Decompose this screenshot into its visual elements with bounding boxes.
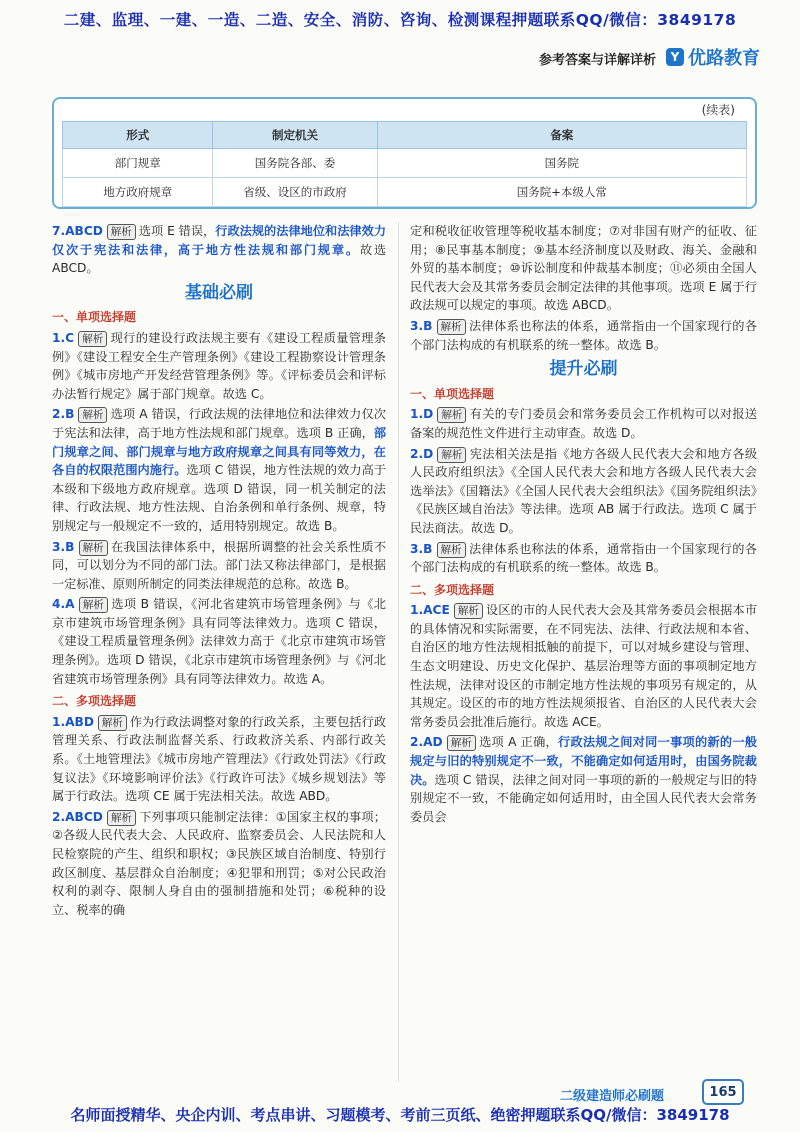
table-row [63, 149, 747, 178]
answer-text: 在我国法律体系中，根据所调整的社会关系性质不同，可以划分为不同的部门法。部门法又称法律部门，是根据一定标准、原则所制定的同类法律规范的总称。故选 B。 [52, 539, 387, 591]
highlight-text: 部门规章之间、部门规章与地方政府规章之间具有同等效力，在各自的权限范围内施行。 [52, 425, 386, 478]
analysis-tag: 解析 [78, 331, 107, 347]
answer-text: 选项 A 正确， [478, 735, 558, 750]
subsection-title: 一、单项选择题 [410, 386, 495, 401]
answer-number: 2.AD [410, 735, 443, 750]
subsection-title: 一、单项选择题 [52, 310, 137, 325]
page-header [539, 44, 760, 70]
table-header: 备案 [377, 122, 746, 149]
analysis-tag: 解析 [454, 603, 483, 619]
table-row [63, 178, 747, 207]
subsection-title: 二、多项选择题 [410, 582, 495, 597]
answer-item [52, 405, 386, 535]
answer-text: 有关的专门委员会和常务委员会工作机构可以对报送备案的规范性文件进行主动审查。故选 D。 [410, 407, 758, 440]
answer-number: 1.ABD [52, 714, 94, 729]
page-number: 165 [702, 1079, 744, 1105]
brand-logo [666, 44, 760, 70]
continued-label: (续表) [701, 103, 735, 117]
answer-text: 选项 C 错误，地方性法规的效力高于本级和下级地方政府规章。选项 D 错误，同一机关制定的法律、行政法规、地方性法规、自治条例和单行条例、规章，特别规定与一般规定不一致的，适用特别规定。故选 B。 [52, 463, 387, 533]
analysis-tag: 解析 [78, 407, 107, 423]
analysis-tag: 解析 [79, 597, 108, 613]
answer-item [410, 317, 757, 354]
left-column [52, 222, 386, 921]
highlight-text: 行政法规的法律地位和法律效力仅次于宪法和法律，高于地方性法规和部门规章。 [52, 224, 387, 257]
answer-text: 宪法相关法是指《地方各级人民代表大会和地方各级人民政府组织法》《全国人民代表大会和地方各级人民代表大会选举法》《国籍法》《全国人民代表大会组织法》《国务院组织法》《民族区域自治法》等法律。选项 AB 属于行政法。选项 C 属于民法商法。故选 D。 [410, 446, 758, 535]
answer-text: 选项 A 错误，行政法规的法律地位和法律效力仅次于宪法和法律，高于地方性法规和部门规章。选项 B 正确， [52, 407, 386, 440]
table-header: 形式 [63, 122, 213, 149]
answer-text: 选项 C 错误，法律之间对同一事项的新的一般规定与旧的特别规定不一致，不能确定如何适用时，由全国人民代表大会常务委员会 [410, 772, 757, 824]
header-subtitle: 参考答案与详解详析 [538, 52, 656, 68]
analysis-tag: 解析 [98, 715, 127, 731]
table-cell: 国务院+本级人常 [377, 178, 746, 207]
top-banner: 二建、监理、一建、一造、二造、安全、消防、咨询、检测课程押题联系QQ/微信：3849178 [63, 11, 737, 29]
subsection-title: 二、多项选择题 [52, 694, 137, 709]
section-title: 基础必刷 [185, 282, 253, 303]
answer-number: 7.ABCD [52, 224, 103, 238]
answer-text: 法律体系也称法的体系，通常指由一个国家现行的各个部门法构成的有机联系的统一整体。故选 B。 [410, 541, 758, 575]
table-cell: 国务院各部、委 [213, 149, 377, 178]
answer-number: 3.B [410, 541, 433, 556]
analysis-tag: 解析 [437, 542, 466, 558]
footer-book-title: 二级建造师必刷题 [560, 1089, 665, 1104]
table-header: 制定机关 [213, 122, 377, 149]
answer-text: 选项 E 错误， [138, 224, 216, 238]
answer-item [410, 601, 757, 731]
answer-number: 1.D [410, 407, 434, 422]
answer-text: 故选 ABCD。 [52, 242, 387, 276]
answer-number: 2.ABCD [52, 809, 103, 824]
analysis-tag: 解析 [437, 407, 466, 423]
highlight-text: 行政法规之间对同一事项的新的一般规定与旧的特别规定不一致，不能确定如何适用时，由国务院裁决。 [410, 735, 758, 787]
table-cell: 国务院 [377, 149, 746, 178]
answer-number: 2.D [410, 446, 434, 461]
answer-item [52, 222, 386, 278]
regulation-table [62, 121, 747, 207]
column-divider [398, 222, 399, 1082]
analysis-tag: 解析 [437, 319, 466, 335]
answer-item [52, 808, 386, 920]
answer-number: 3.B [410, 318, 433, 333]
answer-text: 现行的建设行政法规主要有《建设工程质量管理条例》《建设工程安全生产管理条例》《建设工程勘察设计管理条例》《城市房地产开发经营管理条例》等。《评标委员会和评标办法暂行规定》属于部门规章。故选 C。 [52, 330, 387, 401]
answer-text: 下列事项只能制定法律：①国家主权的事项；②各级人民代表大会、人民政府、监察委员会、人民法院和人民检察院的产生、组织和职权；③民族区域自治制度、特别行政区制度、基层群众自治制度；④犯罪和刑罚；⑤对公民政治权利的剥夺、限制人身自由的强制措施和处罚；⑥税种的设立、税率的确 [52, 809, 386, 917]
answer-item [410, 733, 757, 826]
answer-number: 4.A [52, 597, 75, 612]
answer-item [410, 405, 757, 442]
table-cell: 部门规章 [63, 149, 213, 178]
answer-number: 3.B [52, 539, 75, 554]
answer-number: 2.B [52, 407, 75, 422]
logo-icon: Y [666, 48, 684, 66]
answer-item [52, 538, 386, 594]
table-header-row [63, 122, 747, 149]
answer-continuation: 定和税收征收管理等税收基本制度；⑦对非国有财产的征收、征用；⑧民事基本制度；⑨基本经济制度以及财政、海关、金融和外贸的基本制度；⑩诉讼制度和仲裁基本制度；⑪必须由全国人民代表大会及其常务委员会制定法律的其他事项。选项 E 属于行政法规可以规定的事项。故选 ABCD。 [410, 224, 757, 313]
right-column [410, 222, 757, 828]
answer-item [52, 329, 386, 403]
bottom-banner: 名师面授精华、央企内训、考点串讲、习题模考、考前三页纸、绝密押题联系QQ/微信：3849178 [70, 1106, 730, 1124]
continued-table-box [52, 97, 757, 209]
table-cell: 地方政府规章 [63, 178, 213, 207]
answer-text: 作为行政法调整对象的行政关系，主要包括行政管理关系、行政法制监督关系、行政救济关系、内部行政关系。《土地管理法》《城市房地产管理法》《行政处罚法》《行政复议法》《环境影响评价法》《行政许可法》《城乡规划法》等属于行政法。选项 CE 属于宪法相关法。故选 ABD。 [52, 714, 387, 804]
analysis-tag: 解析 [79, 540, 108, 556]
answer-item [410, 540, 757, 577]
analysis-tag: 解析 [107, 224, 136, 240]
logo-text: 优路教育 [688, 48, 760, 69]
analysis-tag: 解析 [107, 810, 136, 826]
answer-text: 设区的市的人民代表大会及其常务委员会根据本市的具体情况和实际需要，在不同宪法、法律、行政法规和本省、自治区的地方性法规相抵触的前提下，可以对城乡建设与管理、生态文明建设、历史文化保护、基层治理等方面的事项制定地方性法规，法律对设区的市制定地方性法规的事项另有规定的，从其规定。设区的市的地方性法规须报省、自治区的人民代表大会常务委员会批准后施行。故选 ACE。 [410, 603, 758, 729]
answer-text: 法律体系也称法的体系，通常指由一个国家现行的各个部门法构成的有机联系的统一整体。故选 B。 [410, 318, 758, 352]
table-cell: 省级、设区的市政府 [213, 178, 377, 207]
answer-item [410, 445, 757, 538]
answer-number: 1.ACE [410, 603, 450, 618]
answer-item [52, 713, 386, 806]
analysis-tag: 解析 [437, 447, 466, 463]
answer-text: 选项 B 错误，《河北省建筑市场管理条例》与《北京市建筑市场管理条例》具有同等法律效力。选项 C 错误，《建设工程质量管理条例》法律效力高于《北京市建筑市场管理条例》。选项 D 错误，《北京市建筑市场管理条例》与《河北省建筑市场管理条例》具有同等法律效力。故选 A。 [52, 597, 386, 686]
analysis-tag: 解析 [447, 735, 476, 751]
answer-item [52, 595, 386, 688]
section-title: 提升必刷 [549, 359, 618, 380]
answer-number: 1.C [52, 330, 75, 345]
